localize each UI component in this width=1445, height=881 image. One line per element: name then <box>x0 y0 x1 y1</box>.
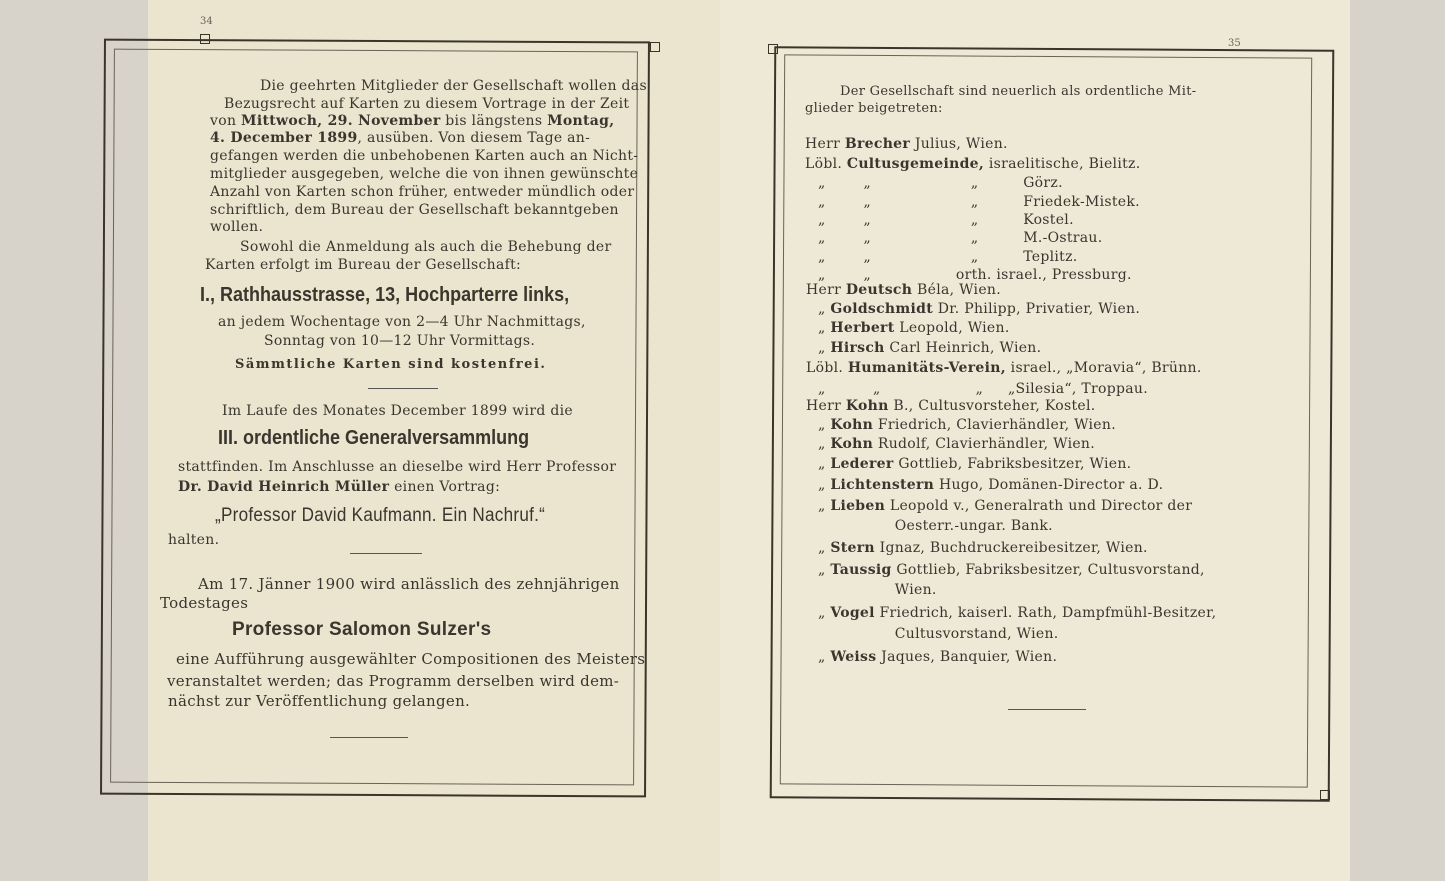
text-line: Die geehrten Mitglieder der Gesellschaft wollen das <box>260 78 647 94</box>
member-entry <box>818 301 1140 317</box>
corner-ornament-icon <box>1320 790 1330 800</box>
text-line: stattfinden. Im Anschlusse an dieselbe wird Herr Professor <box>178 459 617 475</box>
page-number: 34 <box>200 16 213 27</box>
member-name: Kohn <box>830 417 874 433</box>
member-details: Görz. <box>1023 175 1063 191</box>
text-line: gefangen werden die unbehobenen Karten auch an Nicht- <box>210 148 639 164</box>
text-line: wollen. <box>210 219 264 235</box>
member-details: Gottlieb, Fabriksbesitzer, Cultusvorstand, <box>896 562 1205 578</box>
divider <box>350 553 422 554</box>
member-prefix: „ „ „ <box>818 194 979 210</box>
member-name: Lieben <box>830 498 886 514</box>
corner-ornament-icon <box>650 42 660 52</box>
member-details: Oesterr.-ungar. Bank. <box>894 518 1053 534</box>
member-prefix: „ <box>818 436 826 452</box>
member-entry <box>818 417 1116 433</box>
member-prefix: „ „ „ <box>818 249 979 265</box>
divider <box>330 737 408 738</box>
member-name: Goldschmidt <box>830 301 934 317</box>
text-line: Am 17. Jänner 1900 wird anlässlich des zehnjährigen <box>198 575 620 593</box>
member-entry <box>890 518 1053 534</box>
member-entry <box>818 267 1132 283</box>
member-entry <box>806 360 1202 376</box>
text-line: 4. December 1899, ausüben. Von diesem Tage an- <box>210 130 591 146</box>
member-details: B., Cultusvorsteher, Kostel. <box>893 398 1096 414</box>
member-details: Leopold, Wien. <box>899 320 1010 336</box>
member-name: Humanitäts-Verein, <box>847 360 1006 376</box>
member-entry <box>818 456 1131 472</box>
address-heading: I., Rathhausstrasse, 13, Hochparterre links, <box>200 284 570 306</box>
member-details: Béla, Wien. <box>917 282 1001 298</box>
lecture-title: „Professor David Kaufmann. Ein Nachruf.“ <box>215 505 546 526</box>
member-details: Kostel. <box>1023 212 1074 228</box>
member-details: Jaques, Banquier, Wien. <box>881 649 1058 665</box>
member-prefix: „ <box>818 562 826 578</box>
member-prefix: „ <box>818 417 826 433</box>
member-prefix: „ <box>818 649 826 665</box>
member-name: Weiss <box>830 649 877 665</box>
member-name: Kohn <box>845 398 889 414</box>
member-name: Taussig <box>830 562 892 578</box>
member-prefix: Herr <box>805 136 841 152</box>
member-details: Dr. Philipp, Privatier, Wien. <box>937 301 1141 317</box>
member-entry <box>805 156 1140 172</box>
member-entry <box>818 212 1074 228</box>
text-line: mitglieder ausgegeben, welche die von ihnen gewünschte <box>210 166 639 182</box>
text-line: Bezugsrecht auf Karten zu diesem Vortrage in der Zeit <box>224 96 630 112</box>
member-details: Friedrich, Clavierhändler, Wien. <box>877 417 1116 433</box>
page-number: 35 <box>1228 38 1241 49</box>
member-entry <box>818 230 1103 246</box>
member-name: Lichtenstern <box>830 477 935 493</box>
text-line: glieder beigetreten: <box>805 101 943 116</box>
text-line: veranstaltet werden; das Programm derselben wird dem- <box>167 672 620 690</box>
member-entry <box>890 626 1059 642</box>
text-line: Sowohl die Anmeldung als auch die Behebung der <box>240 239 612 255</box>
member-prefix: „ <box>818 498 826 514</box>
member-prefix: Löbl. <box>805 156 843 172</box>
member-details: Rudolf, Clavierhändler, Wien. <box>877 436 1096 452</box>
member-details: israel., „Moravia“, Brünn. <box>1010 360 1202 376</box>
member-details: Ignaz, Buchdruckereibesitzer, Wien. <box>879 540 1148 556</box>
member-details: Wien. <box>894 582 937 598</box>
member-name: Kohn <box>830 436 874 452</box>
text-line: Sämmtliche Karten sind kostenfrei. <box>235 357 547 372</box>
text-line: Anzahl von Karten schon früher, entweder mündlich oder <box>210 184 635 200</box>
member-name: Cultusgemeinde, <box>846 156 985 172</box>
member-details: Cultusvorstand, Wien. <box>894 626 1059 642</box>
text-line: nächst zur Veröffentlichung gelangen. <box>168 692 471 710</box>
member-entry <box>818 175 1063 191</box>
corner-ornament-icon <box>768 44 778 54</box>
member-entry <box>818 194 1140 210</box>
member-name: Lederer <box>830 456 894 472</box>
member-prefix: Herr <box>806 282 842 298</box>
text-line: Karten erfolgt im Bureau der Gesellschaft: <box>205 257 522 273</box>
member-entry <box>818 436 1095 452</box>
member-name: Hirsch <box>830 340 885 356</box>
assembly-heading: III. ordentliche Generalversammlung <box>218 427 530 449</box>
member-details: Gottlieb, Fabriksbesitzer, Wien. <box>898 456 1132 472</box>
text-line: von Mittwoch, 29. November bis längstens Montag, <box>210 113 615 129</box>
member-prefix: „ „ „ <box>818 230 979 246</box>
member-details: Teplitz. <box>1023 249 1078 265</box>
sulzer-heading: Professor Salomon Sulzer's <box>232 619 492 640</box>
text-line: schriftlich, dem Bureau der Gesellschaft bekanntgeben <box>210 202 619 218</box>
member-prefix: „ „ „ <box>818 381 984 397</box>
member-prefix: „ <box>818 301 826 317</box>
member-entry <box>806 398 1095 414</box>
divider <box>368 388 438 389</box>
member-prefix: „ <box>818 340 826 356</box>
member-entry <box>818 249 1078 265</box>
member-details: M.-Ostrau. <box>1023 230 1103 246</box>
member-details: orth. israel., Pressburg. <box>955 267 1132 283</box>
member-prefix: „ „ „ <box>818 175 979 191</box>
text-line: halten. <box>168 532 220 548</box>
member-entry <box>818 340 1041 356</box>
text-line: Sonntag von 10—12 Uhr Vormittags. <box>264 333 536 349</box>
member-name: Vogel <box>830 605 875 621</box>
member-details: Friedrich, kaiserl. Rath, Dampfmühl-Besitzer, <box>879 605 1217 621</box>
member-entry <box>806 282 1001 298</box>
text-line: Der Gesellschaft sind neuerlich als ordentliche Mit- <box>840 84 1197 99</box>
member-entry <box>818 381 1148 397</box>
member-details: Leopold v., Generalrath und Director der <box>889 498 1193 514</box>
member-prefix: Löbl. <box>806 360 844 376</box>
member-entry <box>818 477 1163 493</box>
divider <box>1008 709 1086 710</box>
member-entry <box>818 605 1216 621</box>
member-name: Brecher <box>844 136 911 152</box>
member-entry <box>818 498 1192 514</box>
member-entry <box>818 562 1205 578</box>
member-prefix: Herr <box>806 398 842 414</box>
text-line: an jedem Wochentage von 2—4 Uhr Nachmittags, <box>218 314 586 330</box>
member-prefix: „ <box>818 540 826 556</box>
member-prefix: „ „ „ <box>818 212 979 228</box>
member-details: Carl Heinrich, Wien. <box>889 340 1042 356</box>
member-name: Herbert <box>830 320 895 336</box>
text-line: eine Aufführung ausgewählter Compositionen des Meisters <box>176 650 646 668</box>
member-prefix: „ <box>818 456 826 472</box>
member-entry <box>805 136 1008 152</box>
member-entry <box>890 582 937 598</box>
member-name: Stern <box>830 540 875 556</box>
member-prefix: „ <box>818 320 826 336</box>
member-prefix: „ „ <box>818 267 872 283</box>
member-entry <box>818 540 1148 556</box>
member-details: Friedek-Mistek. <box>1023 194 1140 210</box>
member-details: „Silesia“, Troppau. <box>1007 381 1148 397</box>
text-line: Dr. David Heinrich Müller einen Vortrag: <box>178 479 501 495</box>
text-line: Im Laufe des Monates December 1899 wird die <box>222 403 573 419</box>
member-prefix: „ <box>818 605 826 621</box>
member-name: Deutsch <box>845 282 913 298</box>
member-details: Hugo, Domänen-Director a. D. <box>938 477 1164 493</box>
member-details: Julius, Wien. <box>914 136 1008 152</box>
member-entry <box>818 649 1057 665</box>
corner-ornament-icon <box>200 34 210 44</box>
member-details: israelitische, Bielitz. <box>988 156 1141 172</box>
text-line: Todestages <box>160 594 249 612</box>
member-prefix: „ <box>818 477 826 493</box>
member-entry <box>818 320 1010 336</box>
